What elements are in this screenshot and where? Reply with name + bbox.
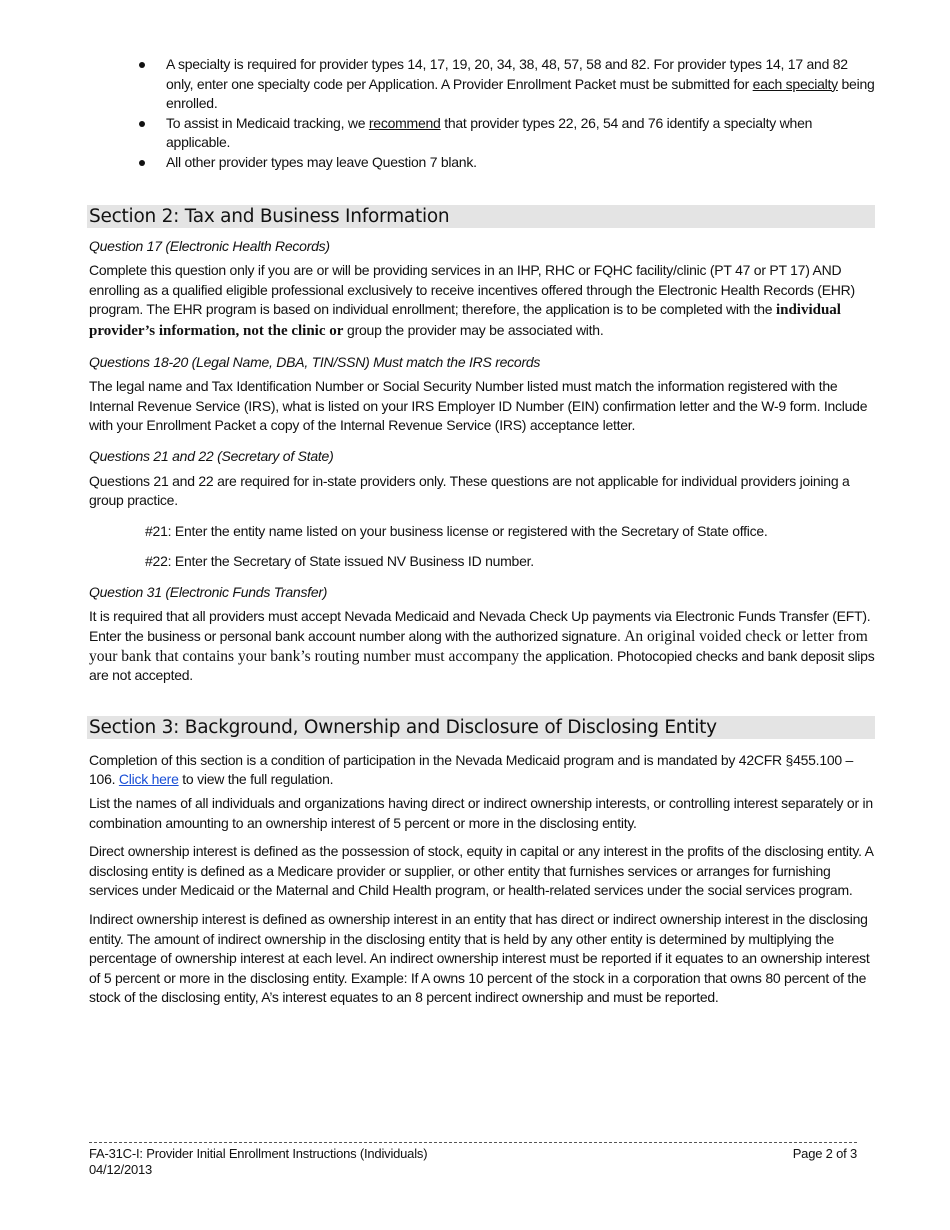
question-31-heading: Question 31 (Electronic Funds Transfer) xyxy=(89,583,328,600)
section-2-heading: Section 2: Tax and Business Information xyxy=(87,205,875,228)
question-17-text xyxy=(89,261,875,341)
bullet-item-medicaid-tracking xyxy=(89,114,875,153)
bullet-icon xyxy=(139,121,145,127)
item-21-text: #21: Enter the entity name listed on your business license or registered with the Secretary of State office. xyxy=(145,522,768,539)
footer-page-number: Page 2 of 3 xyxy=(792,1146,857,1161)
question-17-heading: Question 17 (Electronic Health Records) xyxy=(89,237,330,254)
page-footer xyxy=(89,1142,857,1178)
section-3-paragraph-2: List the names of all individuals and organizations having direct or indirect ownership interests, or controlling interest separately or in combination amounting to an ownership interest of 5 percent or more in the disclosing entity. xyxy=(89,795,873,831)
bullet-underline-text: each specialty xyxy=(752,75,838,92)
q17-text-end: group the provider may be associated with. xyxy=(343,321,604,338)
q17-text-bold: individual provider’s information, not the clinic or xyxy=(89,302,841,339)
question-18-20-heading: Questions 18-20 (Legal Name, DBA, TIN/SSN) Must match the IRS records xyxy=(89,353,541,370)
section-3-heading: Section 3: Background, Ownership and Disclosure of Disclosing Entity xyxy=(87,716,875,739)
q31-text-start: It is required that all providers must accept Nevada Medicaid and Nevada Check Up payments via Electronic Funds Transfer (EFT). Enter the business or personal bank account number along with the authorized signature. xyxy=(89,608,871,645)
section-3-paragraph-3: Direct ownership interest is defined as the possession of stock, equity in capital or any interest in the profits of the disclosing entity. A disclosing entity is defined as a Medicare provider or supplier, or other entity that furnishes services or arranges for furnishing services under Medicaid or the Maternal and Child Health program, or health-related services under the social services program. xyxy=(89,843,873,899)
specialty-bullet-list xyxy=(89,55,875,173)
bullet-item-other-types xyxy=(89,153,875,173)
bullet-underline-text: recommend xyxy=(368,114,441,131)
section-3-paragraph-1 xyxy=(89,751,875,790)
question-21-22-text: Questions 21 and 22 are required for in-state providers only. These questions are not applicable for individual providers joining a group practice. xyxy=(89,472,850,509)
q31-text-serif: An original voided check or letter from your bank that contains your bank’s routing number must accompany the xyxy=(89,628,868,665)
s3-p1-text-start: Completion of this section is a condition of participation in the Nevada Medicaid program and is mandated by 42CFR §455.100 – 106. xyxy=(89,751,854,788)
item-22-text: #22: Enter the Secretary of State issued NV Business ID number. xyxy=(145,553,534,570)
q17-text-start: Complete this question only if you are or will be providing services in an IHP, RHC or FQHC facility/clinic (PT 47 or PT 17) AND enrolling as a qualified eligible professional exclusively to receive incentives offered through the Electronic Health Records (EHR) program. The EHR program is based on individual enrollment; therefore, the application is to be completed with the xyxy=(89,262,855,318)
bullet-icon xyxy=(139,160,145,166)
footer-date: 04/12/2013 xyxy=(89,1162,153,1177)
question-18-20-text: The legal name and Tax Identification Number or Social Security Number listed must match the information registered with the Internal Revenue Service (IRS), what is listed on your IRS Employer ID Number (EIN) confirmation letter and the W-9 form. Include with your Enrollment Packet a copy of the Internal Revenue Service (IRS) acceptance letter. xyxy=(89,378,868,434)
section-3-paragraph-4: Indirect ownership interest is defined as ownership interest in an entity that has direct or indirect ownership interest in the disclosing entity. The amount of indirect ownership in the disclosing entity that is held by any other entity is determined by multiplying the percentage of ownership interest at each level. An indirect ownership interest must be reported if it equates to an ownership interest of 5 percent or more in the disclosing entity. Example: If A owns 10 percent of the stock in a corporation that owns 80 percent of the stock of the disclosing entity, A’s interest equates to an 8 percent indirect ownership and must be reported. xyxy=(89,911,870,1006)
bullet-item-specialty-required xyxy=(89,55,875,114)
bullet-icon xyxy=(139,62,145,68)
question-21-22-heading: Questions 21 and 22 (Secretary of State) xyxy=(89,447,334,464)
bullet-text: To assist in Medicaid tracking, we xyxy=(166,114,369,131)
footer-title: FA-31C-I: Provider Initial Enrollment Instructions (Individuals) xyxy=(89,1146,428,1161)
bullet-text: being enrolled. xyxy=(166,75,875,112)
bullet-text: All other provider types may leave Question 7 blank. xyxy=(166,153,477,170)
question-31-text xyxy=(89,607,875,685)
bullet-text: that provider types 22, 26, 54 and 76 identify a specialty when applicable. xyxy=(166,114,813,151)
bullet-text: A specialty is required for provider types 14, 17, 19, 20, 34, 38, 48, 57, 58 and 82. For provider types 14, 17 and 82 only, enter one specialty code per Application. A Provider Enrollment Packet must be submitted for xyxy=(166,56,848,92)
q31-text-end: application. Photocopied checks and bank deposit slips are not accepted. xyxy=(89,647,875,684)
s3-p1-text-end: to view the full regulation. xyxy=(178,771,334,788)
click-here-link[interactable]: Click here xyxy=(118,771,179,788)
document-page xyxy=(89,55,875,1008)
